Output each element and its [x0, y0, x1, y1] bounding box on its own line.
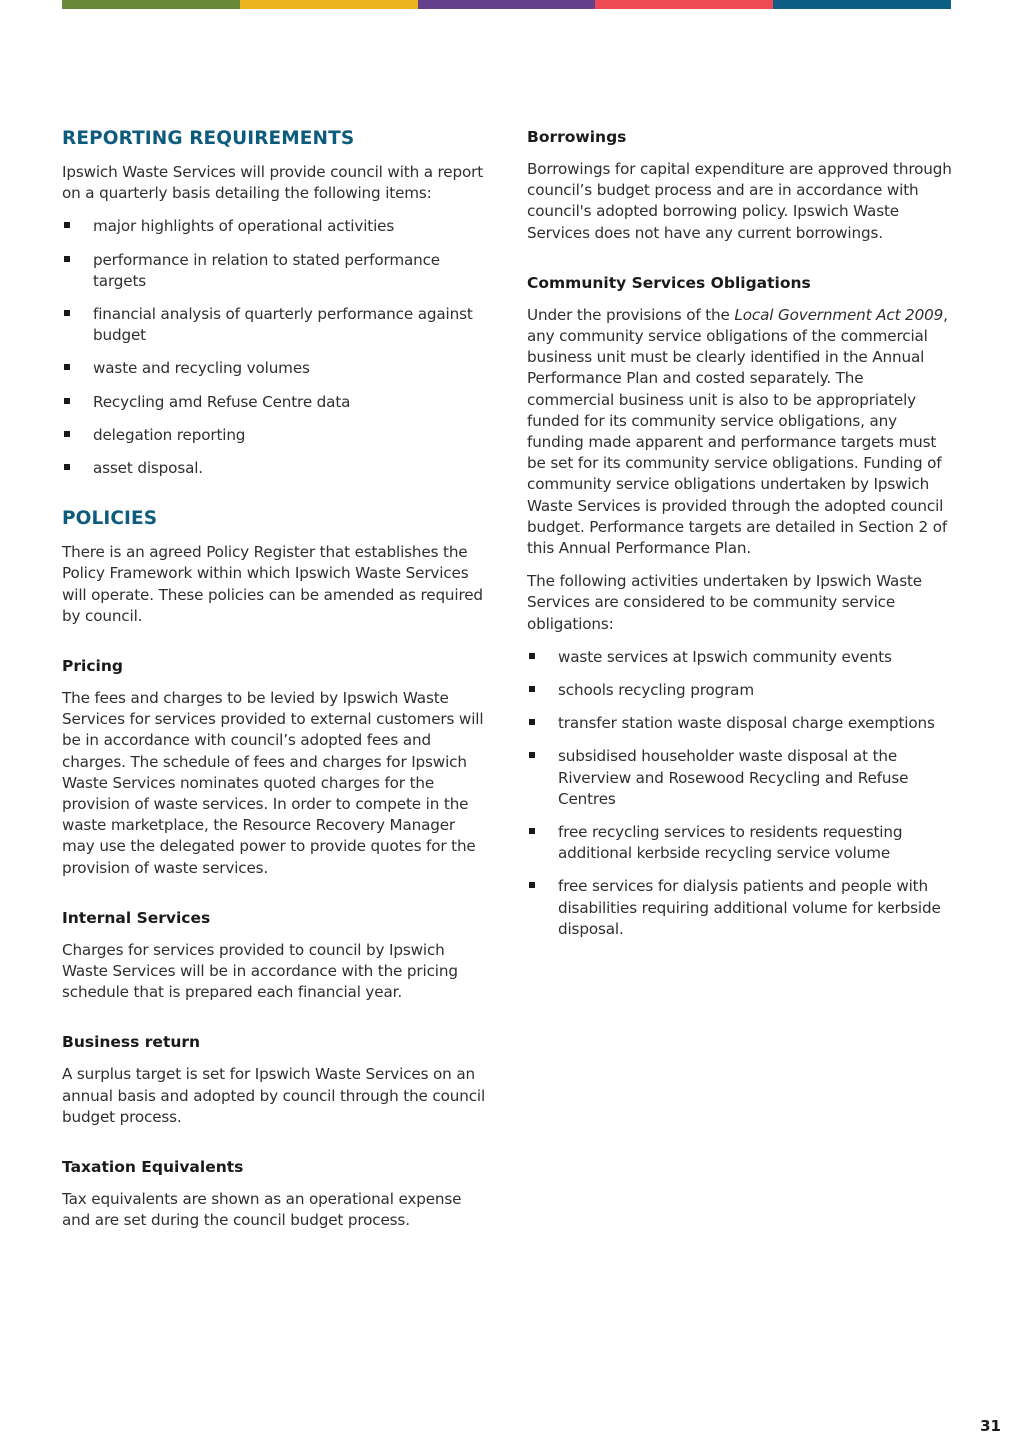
list-item-text: delegation reporting [93, 425, 246, 444]
reporting-intro: Ipswich Waste Services will provide council with a report on a quarterly basis detailing the following items: [62, 163, 484, 203]
borrowings-text: Borrowings for capital expenditure are approved through council’s budget process and are in accordance with council's adopted borrowing policy. Ipswich Waste Services does not have any current borrowings. [527, 160, 952, 242]
page-number: 31 [980, 1417, 1001, 1435]
list-item [527, 647, 952, 668]
business-return-text: A surplus target is set for Ipswich Waste Services on an annual basis and adopted by council through the council budget process. [62, 1065, 486, 1126]
reporting-requirements-heading: REPORTING REQUIREMENTS [62, 128, 355, 149]
list-item [62, 304, 486, 346]
square-bullet-icon [529, 686, 535, 692]
list-item-text: major highlights of operational activities [93, 217, 395, 236]
list-item-text: transfer station waste disposal charge exemptions [558, 714, 935, 733]
square-bullet-icon [64, 222, 70, 228]
color-bar-segment-yellow [240, 0, 418, 9]
taxation-equivalents-text: Tax equivalents are shown as an operational expense and are set during the council budget process. [62, 1190, 462, 1230]
taxation-equivalents-heading: Taxation Equivalents [62, 1158, 244, 1177]
list-item [62, 458, 486, 479]
color-bar-segment-blue [773, 0, 951, 9]
color-bar-segment-purple [418, 0, 596, 9]
list-item [527, 713, 952, 734]
list-item [62, 425, 486, 446]
list-item-text: free recycling services to residents requesting additional kerbside recycling service volume [558, 823, 903, 863]
list-item-text: waste and recycling volumes [93, 359, 310, 378]
community-services-obligations-heading: Community Services Obligations [527, 273, 811, 292]
list-item-text: financial analysis of quarterly performance against budget [93, 305, 473, 345]
square-bullet-icon [529, 752, 535, 758]
reporting-items-list [62, 216, 486, 479]
cso-text-pre: Under the provisions of the [527, 305, 735, 324]
list-item-text: Recycling amd Refuse Centre data [93, 392, 351, 411]
color-bar-segment-red [595, 0, 773, 9]
color-bar-segment-green [62, 0, 240, 9]
list-item [62, 250, 486, 292]
business-return-heading: Business return [62, 1033, 201, 1052]
square-bullet-icon [529, 653, 535, 659]
square-bullet-icon [529, 882, 535, 888]
borrowings-heading: Borrowings [527, 128, 627, 146]
list-item-text: waste services at Ipswich community events [558, 647, 892, 666]
square-bullet-icon [64, 431, 70, 437]
list-item [62, 358, 486, 379]
square-bullet-icon [529, 828, 535, 834]
list-item-text: asset disposal. [93, 459, 203, 478]
policies-heading: POLICIES [62, 508, 158, 530]
pricing-heading: Pricing [62, 657, 123, 676]
list-item-text: schools recycling program [558, 681, 754, 700]
square-bullet-icon [64, 364, 70, 370]
list-item [527, 876, 952, 940]
activities-list [527, 647, 952, 940]
header-color-bar [62, 0, 951, 9]
pricing-text: The fees and charges to be levied by Ipswich Waste Services for services provided to external customers will be in accordance with council’s adopted fees and charges. The schedule of fees and charges for Ipswich Waste Services nominates quoted charges for the provision of waste services. In order to compete in the waste marketplace, the Resource Recovery Manager may use the delegated power to provide quotes for the provision of waste services. [62, 689, 484, 877]
square-bullet-icon [529, 719, 535, 725]
list-item [527, 746, 952, 810]
left-column [62, 126, 486, 1244]
activities-intro: The following activities undertaken by Ipswich Waste Services are considered to be community service obligations: [527, 572, 922, 633]
list-item-text: subsidised householder waste disposal at the Riverview and Rosewood Recycling and Refuse Centres [558, 747, 909, 808]
list-item-text: free services for dialysis patients and people with disabilities requiring additional volume for kerbside disposal. [558, 877, 941, 938]
internal-services-text: Charges for services provided to council by Ipswich Waste Services will be in accordance with the pricing schedule that is prepared each financial year. [62, 940, 458, 1002]
list-item [527, 822, 952, 864]
square-bullet-icon [64, 464, 70, 470]
community-services-obligations-text [527, 305, 952, 559]
square-bullet-icon [64, 310, 70, 316]
list-item [62, 216, 486, 237]
list-item-text: performance in relation to stated performance targets [93, 250, 440, 290]
internal-services-heading: Internal Services [62, 908, 211, 927]
list-item [527, 680, 952, 701]
square-bullet-icon [64, 398, 70, 404]
cso-text-post: , any community service obligations of the commercial business unit must be clearly identified in the Annual Performance Plan and costed separately. The commercial business unit is also to be appropriately funded for its community service obligations, any funding made apparent and performance targets must be set for its community service obligations. Funding of community service obligations undertaken by Ipswich Waste Services is provided through the adopted council budget. Performance targets are detailed in Section 2 of this Annual Performance Plan. [527, 305, 948, 558]
right-column [527, 126, 952, 954]
local-government-act-title: Local Government Act 2009 [734, 305, 944, 324]
list-item [62, 392, 486, 413]
policies-text: There is an agreed Policy Register that establishes the Policy Framework within which Ipswich Waste Services will operate. These policies can be amended as required by council. [62, 543, 483, 625]
square-bullet-icon [64, 256, 70, 262]
